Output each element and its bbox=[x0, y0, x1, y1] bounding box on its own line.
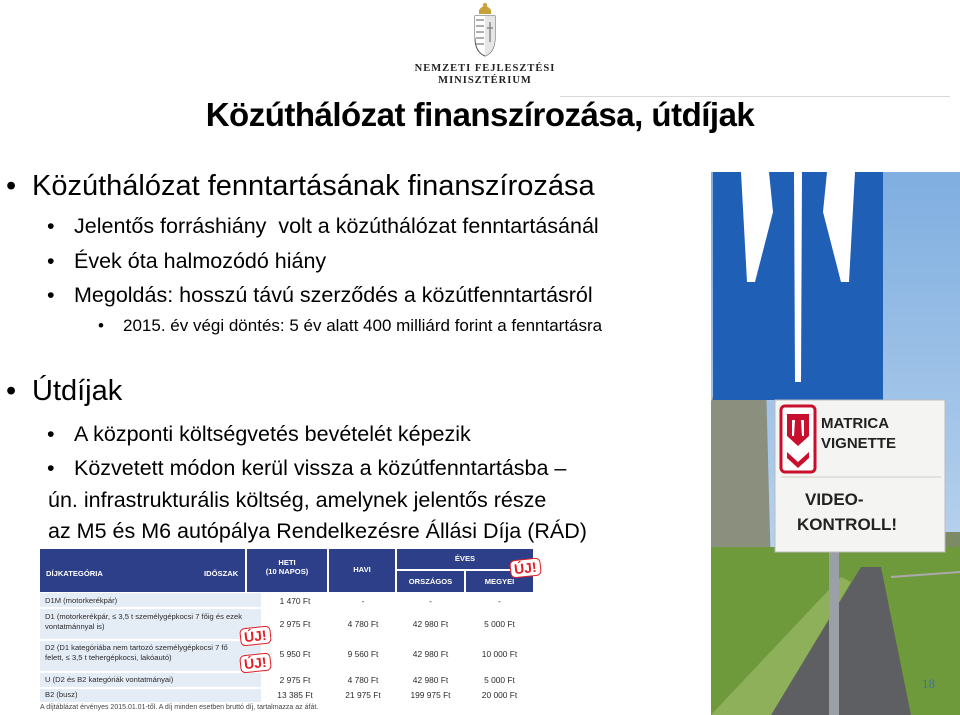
table-row bbox=[40, 673, 261, 687]
header-monthly-cell bbox=[329, 549, 395, 592]
price-monthly: 21 975 Ft bbox=[345, 690, 381, 700]
sign-text-vignette: VIGNETTE bbox=[821, 435, 897, 452]
header-weekly-cell bbox=[247, 549, 327, 592]
price-yearly-national: 199 975 Ft bbox=[410, 690, 451, 700]
section1-subitem: 2015. év végi döntés: 5 év alatt 400 milliárd forint a fenntartásra bbox=[123, 316, 603, 335]
price-monthly: 4 780 Ft bbox=[347, 675, 379, 685]
price-weekly: 13 385 Ft bbox=[277, 690, 313, 700]
coat-of-arms-icon bbox=[470, 2, 500, 58]
price-weekly: 2 975 Ft bbox=[279, 675, 311, 685]
header-county: MEGYEI bbox=[484, 577, 515, 586]
price-weekly: 5 950 Ft bbox=[279, 649, 311, 659]
price-yearly-national: 42 980 Ft bbox=[412, 675, 449, 685]
price-yearly-county: 20 000 Ft bbox=[481, 690, 518, 700]
section2-continuation-1: ún. infrastrukturális költség, amelynek jelentős része bbox=[48, 488, 547, 512]
bullet-icon: • bbox=[47, 456, 55, 480]
table-footnote: A díjtáblázat érvényes 2015.01.01-től. A díj minden esetben bruttó díj, tartalmazza az áfát. bbox=[40, 704, 319, 711]
page-number: 18 bbox=[922, 676, 935, 691]
table-row bbox=[40, 689, 261, 702]
section1-item-1: Jelentős forráshiány volt a közúthálózat fenntartásánál bbox=[74, 214, 599, 238]
bullet-icon: • bbox=[47, 283, 55, 307]
price-monthly: 9 560 Ft bbox=[347, 649, 379, 659]
header-category-cell bbox=[40, 549, 245, 592]
toll-price-table bbox=[40, 549, 538, 715]
row-label: B2 (busz) bbox=[45, 690, 78, 699]
bullet-icon: • bbox=[47, 249, 55, 273]
bullet-icon: • bbox=[47, 214, 55, 238]
header-weekly: HETI bbox=[278, 558, 296, 567]
sign-text-video: VIDEO- bbox=[805, 490, 864, 509]
bullet-icon: • bbox=[6, 170, 17, 202]
price-weekly: 1 470 Ft bbox=[279, 596, 311, 606]
new-badge: ÚJ! bbox=[239, 625, 271, 646]
bullet-icon: • bbox=[98, 316, 104, 335]
bullet-icon: • bbox=[6, 375, 17, 407]
header-weekly-days: (10 NAPOS) bbox=[265, 567, 309, 576]
section2-item-1: A központi költségvetés bevételét képezik bbox=[74, 422, 471, 446]
sign-text-kontroll: KONTROLL! bbox=[797, 515, 898, 534]
header-category: DÍJKATEGÓRIA bbox=[46, 569, 103, 578]
section2-item-2: Közvetett módon kerül vissza a közútfenntartásba – bbox=[74, 456, 567, 480]
row-label: D1 (motorkerékpár, ≤ 3,5 t személygépkocsi 7 főig és ezek vontatmánnyal is) bbox=[45, 612, 243, 631]
logo-line2: MINISZTÉRIUM bbox=[438, 75, 532, 86]
row-label: D1M (motorkerékpár) bbox=[45, 596, 118, 605]
table-row bbox=[40, 609, 261, 639]
price-yearly-national: 42 980 Ft bbox=[412, 649, 449, 659]
price-monthly: - bbox=[361, 596, 365, 606]
price-yearly-county: 10 000 Ft bbox=[481, 649, 518, 659]
price-yearly-county: 5 000 Ft bbox=[484, 619, 515, 629]
table-row bbox=[40, 593, 261, 607]
header-yearly: ÉVES bbox=[454, 554, 476, 563]
new-badge: ÚJ! bbox=[509, 557, 541, 578]
price-monthly: 4 780 Ft bbox=[347, 619, 379, 629]
section2-heading: Útdíjak bbox=[32, 375, 123, 407]
logo-line1: NEMZETI FEJLESZTÉSI bbox=[414, 63, 556, 74]
row-label: D2 (D1 kategóriába nem tartozó személygépkocsi 7 fő felett, ≤ 3,5 t tehergépkocsi, lakóautó) bbox=[45, 643, 228, 662]
section1-item-2: Évek óta halmozódó hiány bbox=[74, 249, 327, 273]
ministry-logo bbox=[410, 2, 560, 92]
price-yearly-county: - bbox=[498, 596, 501, 606]
bullet-icon: • bbox=[47, 422, 55, 446]
sign-text-matrica: MATRICA bbox=[821, 415, 890, 432]
header-national-cell bbox=[397, 571, 464, 592]
price-yearly-national: 42 980 Ft bbox=[412, 619, 449, 629]
header-period: IDŐSZAK bbox=[204, 569, 239, 578]
row-label: U (D2 és B2 kategóriák vontatmányai) bbox=[45, 675, 174, 684]
section2-continuation-2: az M5 és M6 autópálya Rendelkezésre Állási Díja (RÁD) bbox=[48, 519, 587, 543]
price-yearly-county: 5 000 Ft bbox=[484, 675, 515, 685]
section1-item-3: Megoldás: hosszú távú szerződés a közútfenntartásról bbox=[74, 283, 593, 307]
section1-heading: Közúthálózat fenntartásának finanszírozása bbox=[32, 170, 595, 202]
slide-title: Közúthálózat finanszírozása, útdíjak bbox=[205, 96, 755, 133]
new-badge: ÚJ! bbox=[239, 652, 271, 673]
price-weekly: 2 975 Ft bbox=[279, 619, 311, 629]
table-row bbox=[40, 641, 261, 671]
header-national: ORSZÁGOS bbox=[408, 577, 453, 586]
header-monthly: HAVI bbox=[353, 565, 371, 574]
motorway-sign-photo bbox=[711, 172, 960, 715]
price-yearly-national: - bbox=[429, 596, 432, 606]
